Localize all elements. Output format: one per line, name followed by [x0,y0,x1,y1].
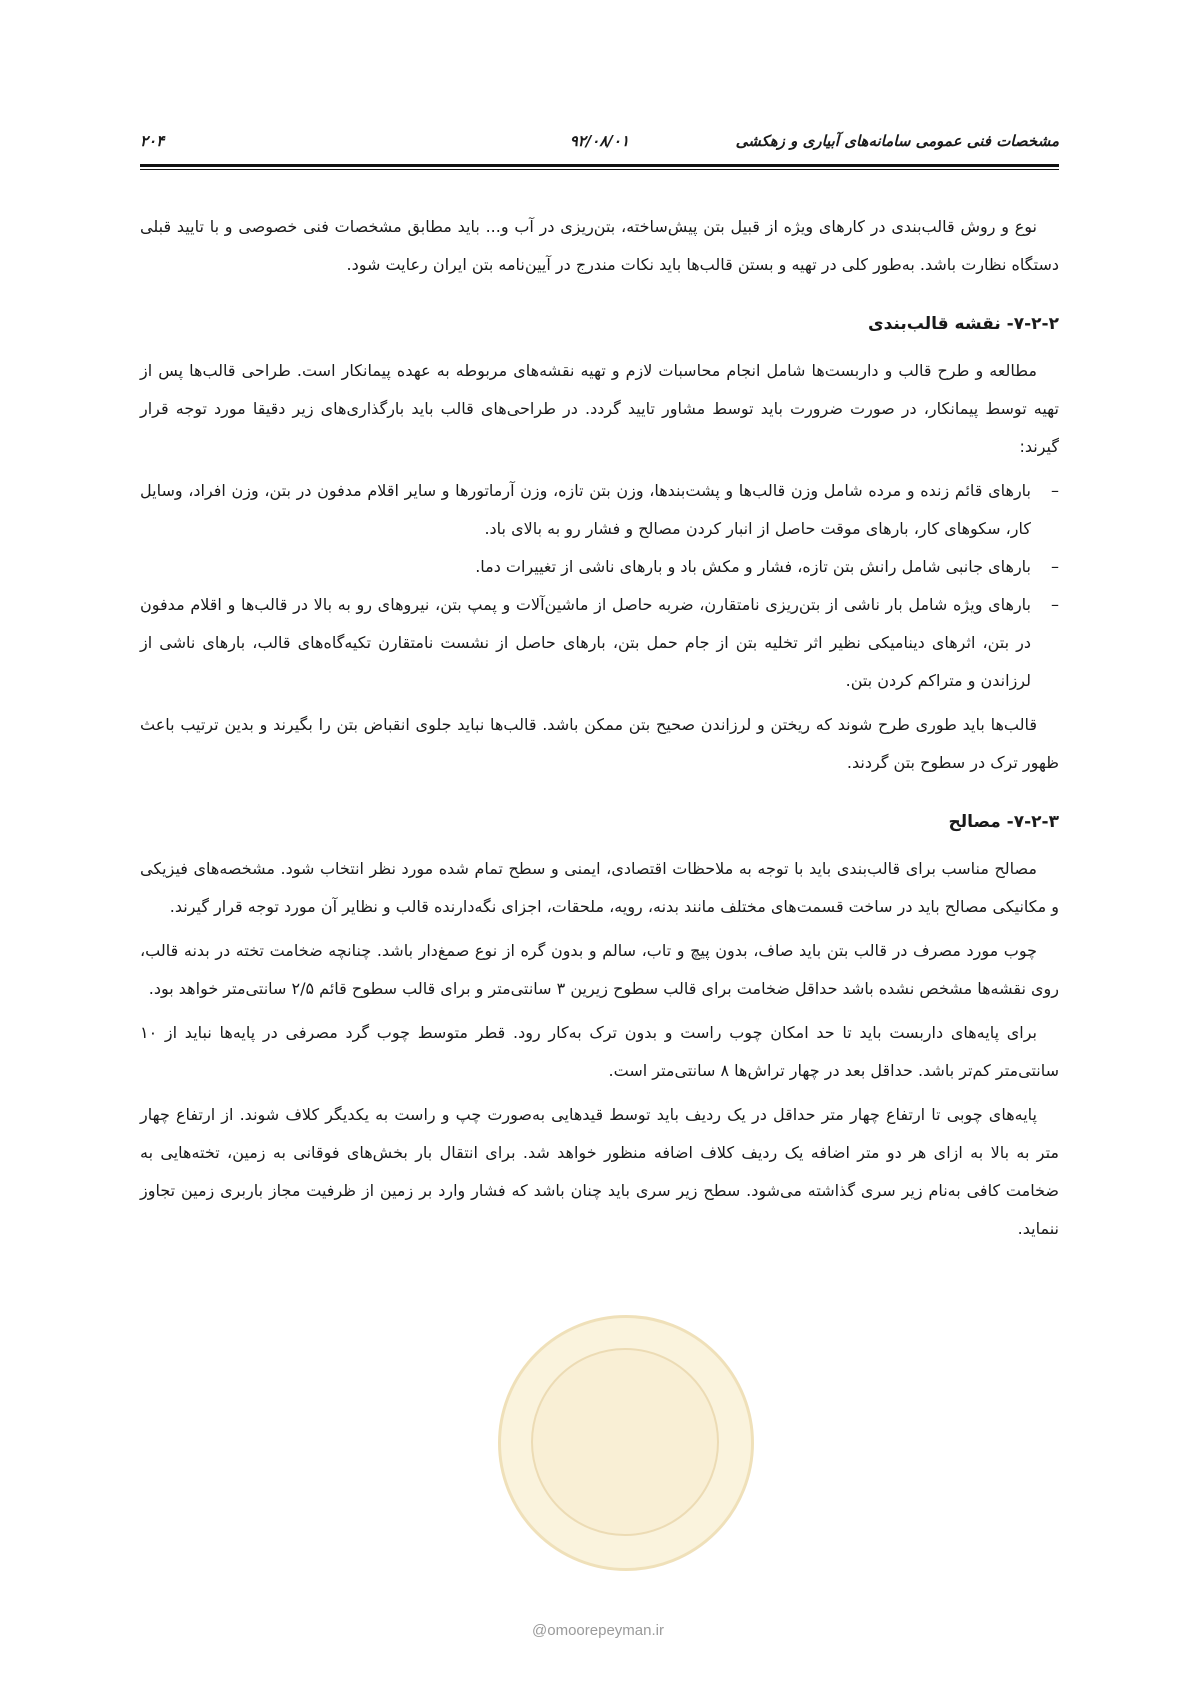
section-2-paragraph: پایه‌های چوبی تا ارتفاع چهار متر حداقل در یک ردیف باید توسط قیدهایی به‌صورت چپ و راست به یکدیگر کلاف شوند. از ارتفاع چهار متر به بالا به ازای هر دو متر اضافه یک ردیف کلاف اضافه منظور خواهد شد. برای انتقال بار بخش‌های فوقانی به زمین، تخته‌هایی به ضخامت کافی به‌نام زیر سری گذاشته می‌شود. سطح زیر سری باید چنان باشد که فشار وارد بر زمین از ظرفیت مجاز باربری زمین تجاوز ننماید. [140,1105,1059,1238]
page-header [140,126,1059,156]
section-2-paragraph: مصالح مناسب برای قالب‌بندی باید با توجه به ملاحظات اقتصادی، ایمنی و سطح تمام شده مورد نظر انتخاب شود. مشخصه‌های فیزیکی و مکانیکی مصالح باید در ساخت قسمت‌های مختلف مانند بدنه، رویه، ملحقات، اجزای نگه‌دارنده قالب و نظایر آن مورد توجه قرار گیرند. [140,859,1059,916]
watermark-seal-icon [498,1315,754,1571]
list-item [140,548,1059,586]
list-item-text: بارهای جانبی شامل رانش بتن تازه، فشار و مکش باد و بارهای ناشی از تغییرات دما. [475,557,1031,576]
section-2-paragraph: برای پایه‌های داربست باید تا حد امکان چوب راست و بدون ترک به‌کار رود. قطر متوسط چوب گرد مصرفی در پایه‌ها نباید از ۱۰ سانتی‌متر کم‌تر باشد. حداقل بعد در چهار تراش‌ها ۸ سانتی‌متر است. [140,1023,1059,1080]
list-item-text: بارهای ویژه شامل بار ناشی از بتن‌ریزی نامتقارن، ضربه حاصل از ماشین‌آلات و پمپ بتن، نیروهای رو به بالا در قالب‌ها و اقلام مدفون در بتن، اثرهای دینامیکی نظیر اثر تخلیه بتن از جام حمل بتن، بارهای حاصل از نشست نامتقارن تکیه‌گاه‌های قالب، بارهای ناشی از لرزاندن و متراکم کردن بتن. [140,595,1031,690]
section-1-paragraph-2: قالب‌ها باید طوری طرح شوند که ریختن و لرزاندن صحیح بتن ممکن باشد. قالب‌ها نباید جلوی انقباض بتن را بگیرند و بدین ترتیب باعث ظهور ترک در سطوح بتن گردند. [140,715,1059,772]
header-title: مشخصات فنی عمومی سامانه‌های آبیاری و زهکشی [735,132,1059,150]
section-1-paragraph-1: مطالعه و طرح قالب و داربست‌ها شامل انجام محاسبات لازم و تهیه نقشه‌های مربوطه به عهده پیمانکار است. طراحی قالب‌ها پس از تهیه توسط پیمانکار، در صورت ضرورت باید توسط مشاور تایید گردد. در طراحی‌های قالب باید بارگذاری‌های زیر دقیقا مورد توجه قرار گیرند: [140,361,1059,456]
watermark-url: @omoorepeyman.ir [532,1622,664,1639]
dash-bullet: – [1051,481,1059,500]
page-body [140,208,1059,1254]
list-item [140,472,1059,548]
section-2-paragraph: چوب مورد مصرف در قالب بتن باید صاف، بدون پیچ و تاب، سالم و بدون گره از نوع صمغ‌دار باشد. چنانچه ضخامت تخته در بدنه قالب، روی نقشه‌ها مشخص نشده باشد حداقل ضخامت برای قالب سطوح زیرین ۳ سانتی‌متر و برای قالب سطوح قائم ۲/۵ سانتی‌متر خواهد بود. [140,941,1059,998]
list-item-text: بارهای قائم زنده و مرده شامل وزن قالب‌ها و پشت‌بندها، وزن بتن تازه، وزن آرماتورها و سایر اقلام مدفون در بتن، وزن افراد، وسایل کار، سکوهای کار، بارهای موقت حاصل از انبار کردن مصالح و فشار رو به بالای باد. [140,481,1031,538]
page-number: ۲۰۴ [140,132,165,150]
dash-bullet: – [1051,595,1059,614]
dash-bullet: – [1051,557,1059,576]
intro-paragraph: نوع و روش قالب‌بندی در کارهای ویژه از قبیل بتن پیش‌ساخته، بتن‌ریزی در آب و... باید مطابق مشخصات فنی خصوصی و با تایید قبلی دستگاه نظارت باشد. به‌طور کلی در تهیه و بستن قالب‌ها باید نکات مندرج در آیین‌نامه بتن ایران رعایت شود. [140,217,1059,274]
list-item [140,586,1059,700]
header-divider [140,164,1059,170]
watermark-seal-inner [531,1348,719,1536]
section-heading-formwork-drawings: ۷-۲-۲- نقشه قالب‌بندی [868,314,1059,334]
header-date: ۹۲/۰۸/۰۱ [569,132,629,150]
section-heading-materials: ۷-۲-۳- مصالح [948,812,1059,832]
load-list [140,472,1059,700]
